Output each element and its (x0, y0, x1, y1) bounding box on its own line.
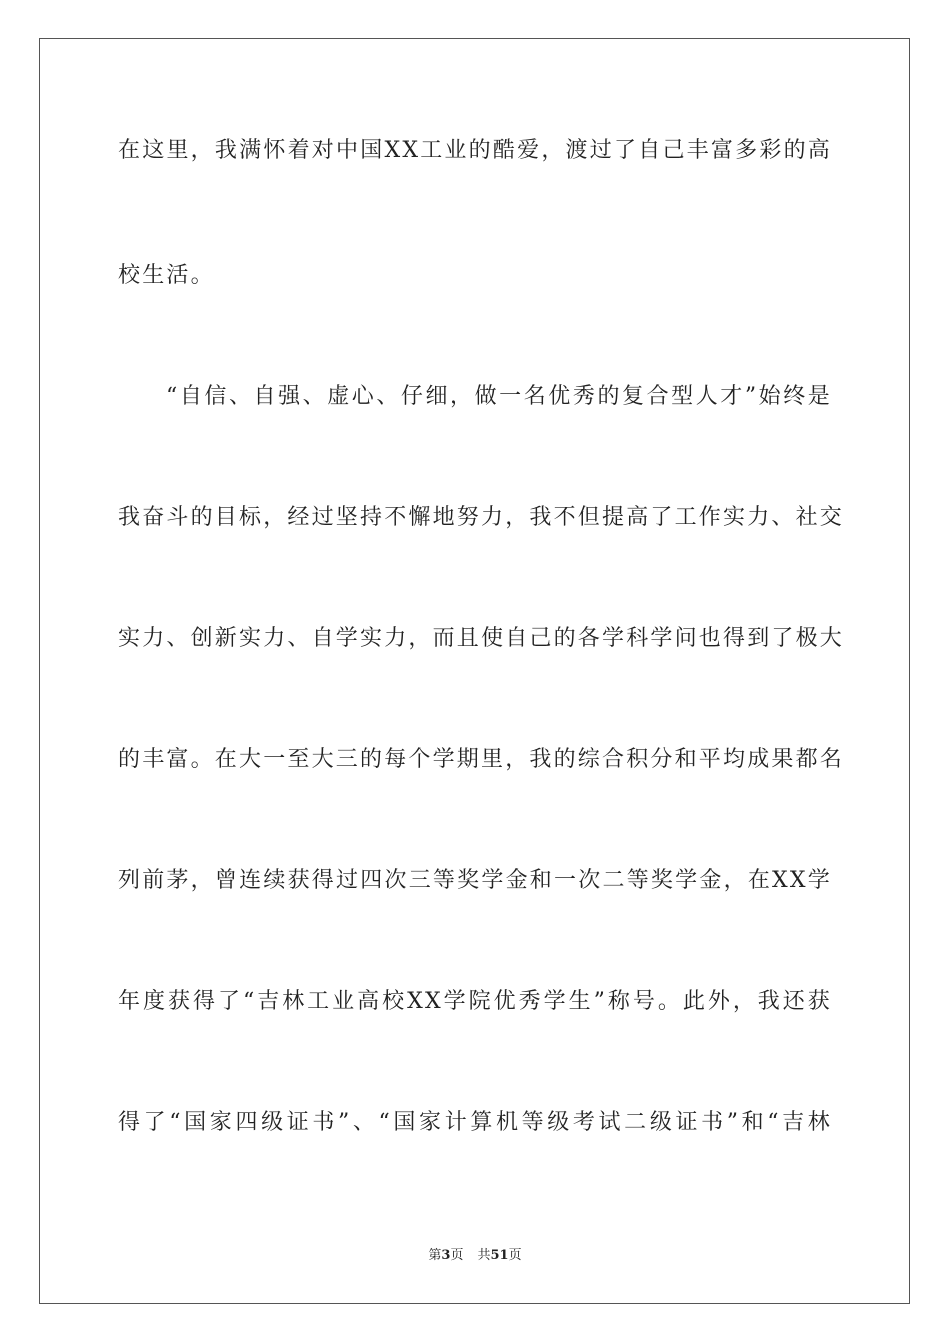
paragraph-line-6: 的丰富。在大一至大三的每个学期里，我的综合积分和平均成果都名 (118, 747, 845, 772)
paragraph-line-8: 年度获得了“吉林工业高校XX学院优秀学生”称号。此外，我还获 (118, 989, 832, 1014)
footer-total-pages: 51 (490, 1248, 509, 1263)
paragraph-line-2: 校生活。 (118, 263, 215, 288)
paragraph-line-1: 在这里，我满怀着对中国XX工业的酷爱，渡过了自己丰富多彩的高 (118, 138, 832, 163)
footer-page-number: 3 (441, 1248, 451, 1263)
paragraph-line-9: 得了“国家四级证书”、“国家计算机等级考试二级证书”和“吉林 (118, 1110, 832, 1135)
page-footer (0, 1247, 950, 1265)
footer-total-suffix: 页 (508, 1248, 522, 1263)
footer-page-prefix: 第 (428, 1248, 442, 1263)
paragraph-line-7: 列前茅，曾连续获得过四次三等奖学金和一次二等奖学金，在XX学 (118, 868, 832, 893)
paragraph-line-5: 实力、创新实力、自学实力，而且使自己的各学科学问也得到了极大 (118, 626, 845, 651)
paragraph-line-3: “自信、自强、虚心、仔细，做一名优秀的复合型人才”始终是 (166, 384, 832, 409)
footer-total-prefix: 共 (477, 1248, 491, 1263)
paragraph-line-4: 我奋斗的目标，经过坚持不懈地努力，我不但提高了工作实力、社交 (118, 505, 845, 530)
footer-page-suffix: 页 (450, 1248, 464, 1263)
